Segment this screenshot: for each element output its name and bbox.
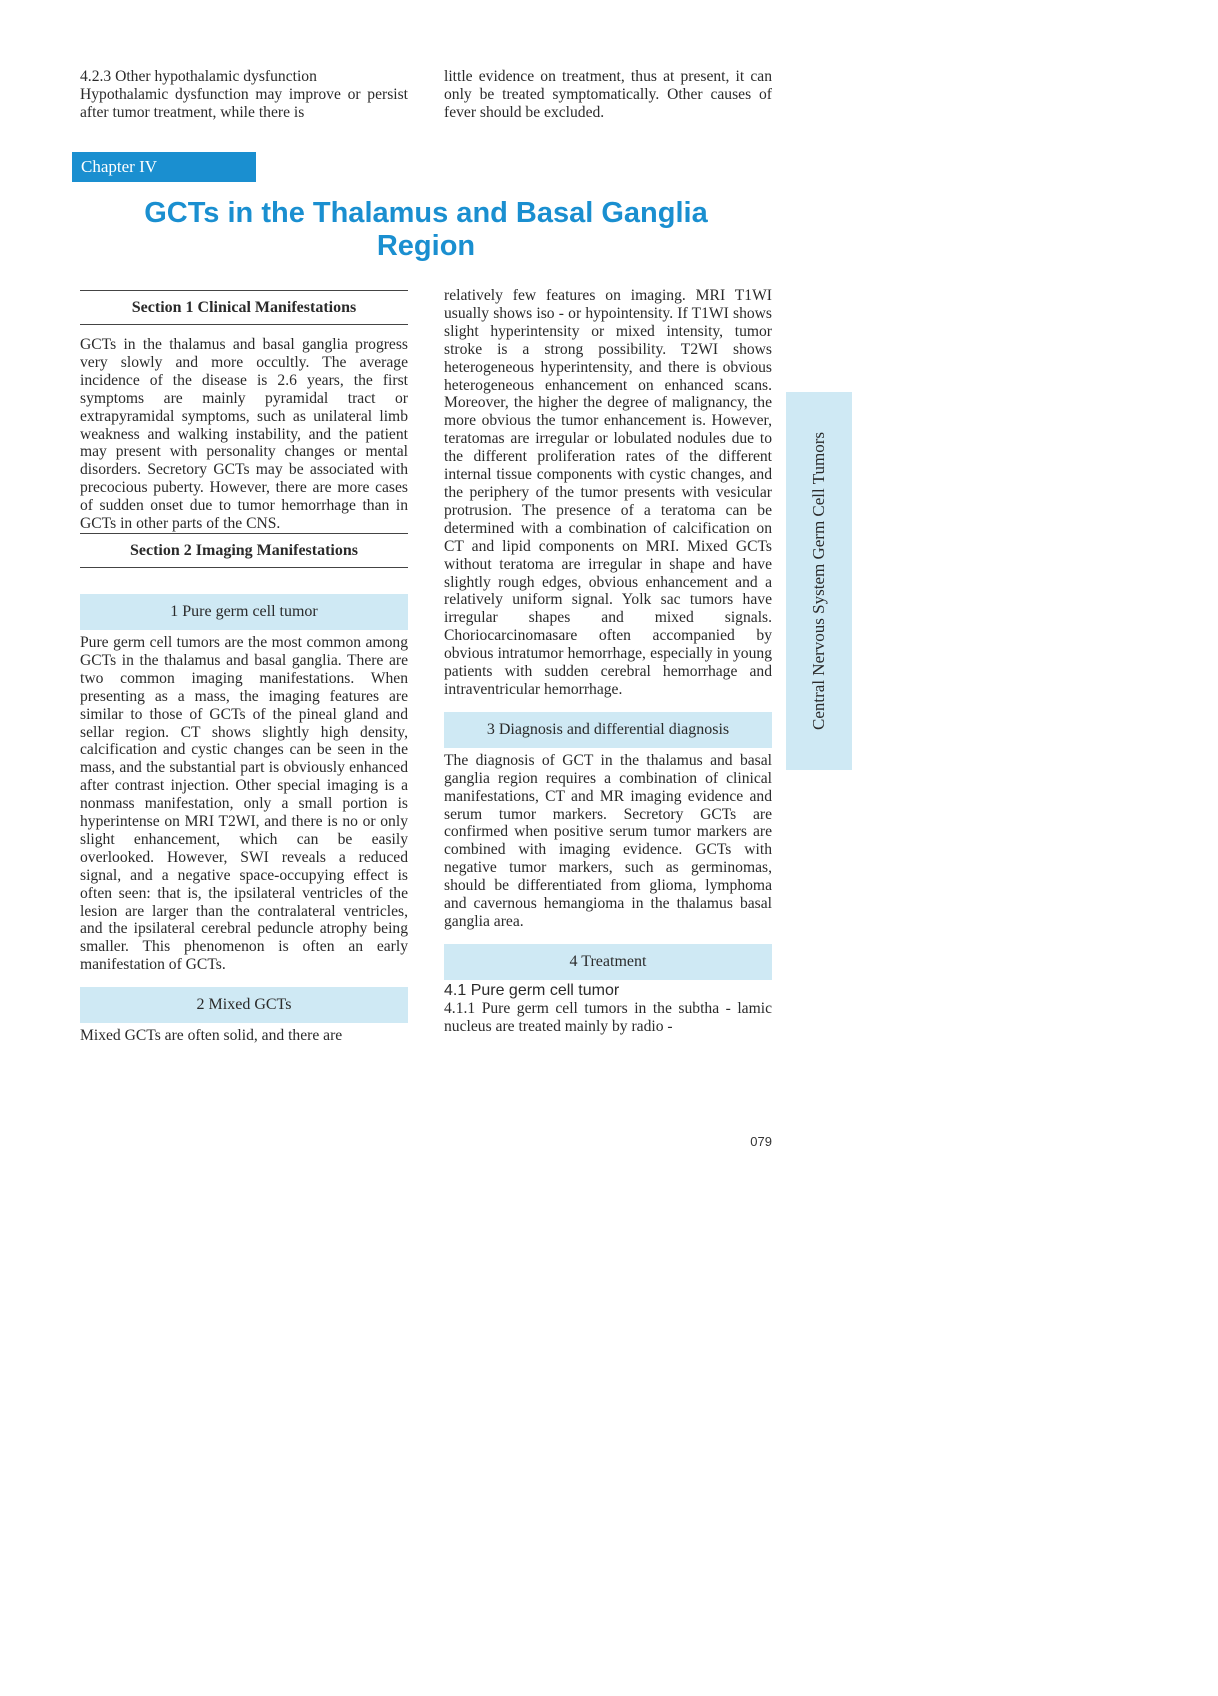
body-text: little evidence on treatment, thus at present, it can only be treated symptomatically. Other causes of fever should be excluded. <box>444 68 772 121</box>
subsection-2-text-start: Mixed GCTs are often solid, and there are <box>80 1027 343 1045</box>
subsection-1-heading: 1 Pure germ cell tumor <box>80 594 408 630</box>
chapter-title <box>80 197 772 263</box>
side-tab <box>786 392 852 770</box>
left-column <box>80 290 408 1045</box>
section-1-text: GCTs in the thalamus and basal ganglia progress very slowly and more occultly. The average incidence of the disease is 2.6 years, the first symptoms are mainly pyramidal tract or extrapyramidal symptoms, such as unilateral limb weakness and walking instability, and the patient may present with personality changes or mental disorders. Secretory GCTs may be associated with precocious puberty. However, there are more cases of sudden onset due to tumor hemorrhage than in GCTs in other parts of the CNS. <box>80 336 408 533</box>
side-tab-label: Central Nervous System Germ Cell Tumors <box>809 432 828 730</box>
top-left-column <box>80 68 408 122</box>
subsection-4-1-heading: 4.1 Pure germ cell tumor <box>444 981 620 999</box>
top-right-column <box>444 68 772 122</box>
section-1-heading: Section 1 Clinical Manifestations <box>80 290 408 325</box>
subsection-heading-4-2-3: 4.2.3 Other hypothalamic dysfunction <box>80 68 317 85</box>
chapter-title-line-1: GCTs in the Thalamus and Basal Ganglia <box>144 197 708 229</box>
chapter-title-line-2: Region <box>376 230 476 262</box>
subsection-3-heading: 3 Diagnosis and differential diagnosis <box>444 712 772 748</box>
subsection-2-text-continued: relatively few features on imaging. MRI T1WI usually shows iso - or hypointensity. If T1WI shows slight hyperintensity or mixed intensity, tumor stroke is a strong possibility. T2WI shows heterogeneous hyperintensity, and there is obvious heterogeneous enhancement on enhanced scans. Moreover, the higher the degree of malignancy, the more obvious the tumor enhancement is. However, teratomas are irregular or lobulated nodules due to the different proliferation rates of the different internal tissue components with cystic changes, and the periphery of the tumor presents with vesicular protrusion. The presence of a teratoma can be determined with a combination of calcification on CT and lipid components on MRI. Mixed GCTs without teratoma are irregular in shape and have slightly rough edges, obvious enhancement and a relatively uniform signal. Yolk sac tumors have irregular shapes and mixed signals. Choriocarcinomasare often accompanied by obvious intratumor hemorrhage, especially in young patients with sudden cerebral hemorrhage and intraventricular hemorrhage. <box>444 287 772 698</box>
subsection-3-text: The diagnosis of GCT in the thalamus and basal ganglia region requires a combination of clinical manifestations, CT and MR imaging evidence and serum tumor markers. Secretory GCTs are confirmed when positive serum tumor markers are combined with imaging evidence. GCTs with negative tumor markers, such as germinomas, should be differentiated from glioma, lymphoma and cavernous hemangioma in the thalamus basal ganglia area. <box>444 751 772 930</box>
section-2-heading: Section 2 Imaging Manifestations <box>80 533 408 568</box>
chapter-tag: Chapter IV <box>72 152 256 182</box>
subsection-2-heading: 2 Mixed GCTs <box>80 987 408 1023</box>
right-column <box>444 287 772 1036</box>
subsection-1-text: Pure germ cell tumors are the most common among GCTs in the thalamus and basal ganglia. There are two common imaging manifestations. When presenting as a mass, the imaging features are similar to those of GCTs of the pineal gland and sellar region. CT shows slightly high density, calcification and cystic changes can be seen in the mass, and the substantial part is obviously enhanced after contrast injection. Other special imaging is a nonmass manifestation, only a small portion is hyperintense on MRI T2WI, and there is no or only slight enhancement, which can be easily overlooked. However, SWI reveals a reduced signal, and a negative space-occupying effect is often seen: that is, the ipsilateral ventricles of the lesion are larger than the contralateral ventricles, and the ipsilateral cerebral peduncle atrophy being smaller. This phenomenon is often an early manifestation of GCTs. <box>80 633 408 974</box>
page-number: 079 <box>750 1134 772 1149</box>
body-text: Hypothalamic dysfunction may improve or persist after tumor treatment, while there is <box>80 85 408 121</box>
subsection-4-1-1-text: 4.1.1 Pure germ cell tumors in the subtha - lamic nucleus are treated mainly by radio - <box>444 999 772 1035</box>
subsection-4-heading: 4 Treatment <box>444 944 772 980</box>
